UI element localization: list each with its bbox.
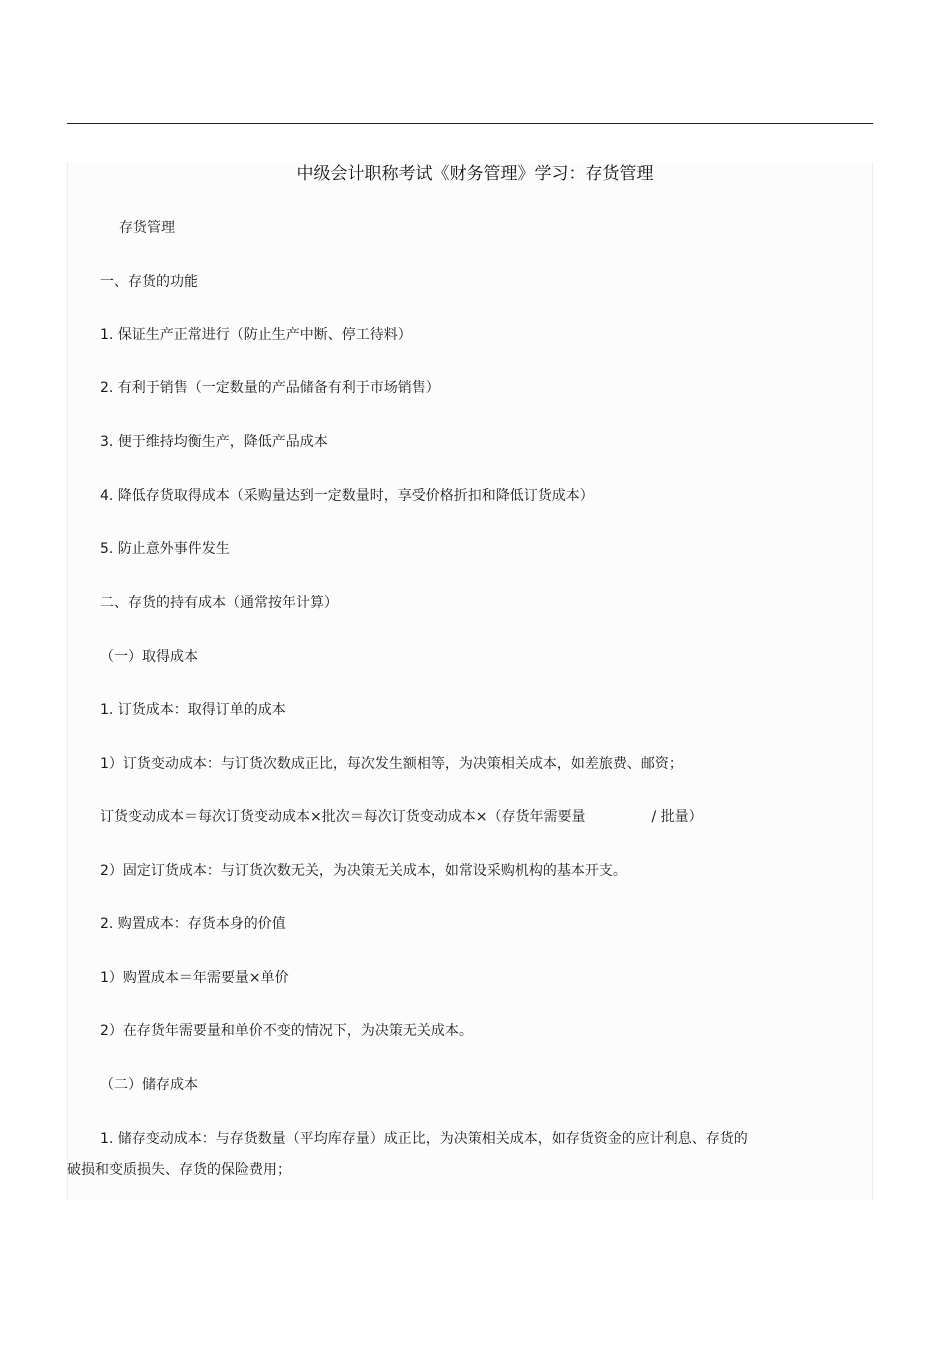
paragraph-acquisition-cost: （一）取得成本 (100, 649, 198, 665)
paragraph-heading-functions: 一、存货的功能 (100, 274, 198, 290)
page-title: 中级会计职称考试《财务管理》学习：存货管理 (296, 164, 654, 184)
paragraph-variable-storage-cost: 1. 储存变动成本：与存货数量（平均库存量）成正比，为决策相关成本，如存货资金的应计利息、存货的 (100, 1131, 748, 1147)
paragraph-function-3: 3. 便于维持均衡生产，降低产品成本 (100, 434, 328, 450)
paragraph-storage-cost: （二）储存成本 (100, 1077, 198, 1093)
paragraph-function-1: 1. 保证生产正常进行（防止生产中断、停工待料） (100, 327, 412, 343)
header-rule (67, 123, 873, 124)
paragraph-purchase-cost: 2. 购置成本：存货本身的价值 (100, 916, 286, 932)
paragraph-purchase-cost-formula: 1）购置成本＝年需要量×单价 (100, 970, 289, 986)
paragraph-ordering-cost-formula (100, 808, 703, 826)
content-frame (67, 162, 873, 1200)
paragraph-variable-storage-cost-cont: 破损和变质损失、存货的保险费用； (67, 1162, 291, 1178)
paragraph-variable-ordering-cost: 1）订货变动成本：与订货次数成正比，每次发生额相等，为决策相关成本，如差旅费、邮资； (100, 756, 683, 772)
paragraph-ordering-cost: 1. 订货成本：取得订单的成本 (100, 702, 286, 718)
paragraph-heading-holding-cost: 二、存货的持有成本（通常按年计算） (100, 595, 338, 611)
paragraph-function-4: 4. 降低存货取得成本（采购量达到一定数量时，享受价格折扣和降低订货成本） (100, 488, 594, 504)
paragraph-purchase-cost-note: 2）在存货年需要量和单价不变的情况下，为决策无关成本。 (100, 1023, 473, 1039)
paragraph-section-heading: 存货管理 (119, 220, 175, 236)
paragraph-function-5: 5. 防止意外事件发生 (100, 541, 230, 557)
paragraph-function-2: 2. 有利于销售（一定数量的产品储备有利于市场销售） (100, 380, 440, 396)
paragraph-fixed-ordering-cost: 2）固定订货成本：与订货次数无关，为决策无关成本，如常设采购机构的基本开支。 (100, 863, 627, 879)
formula-left: 订货变动成本＝每次订货变动成本×批次＝每次订货变动成本×（存货年需要量 (100, 809, 586, 825)
formula-right: / 批量） (651, 809, 703, 825)
